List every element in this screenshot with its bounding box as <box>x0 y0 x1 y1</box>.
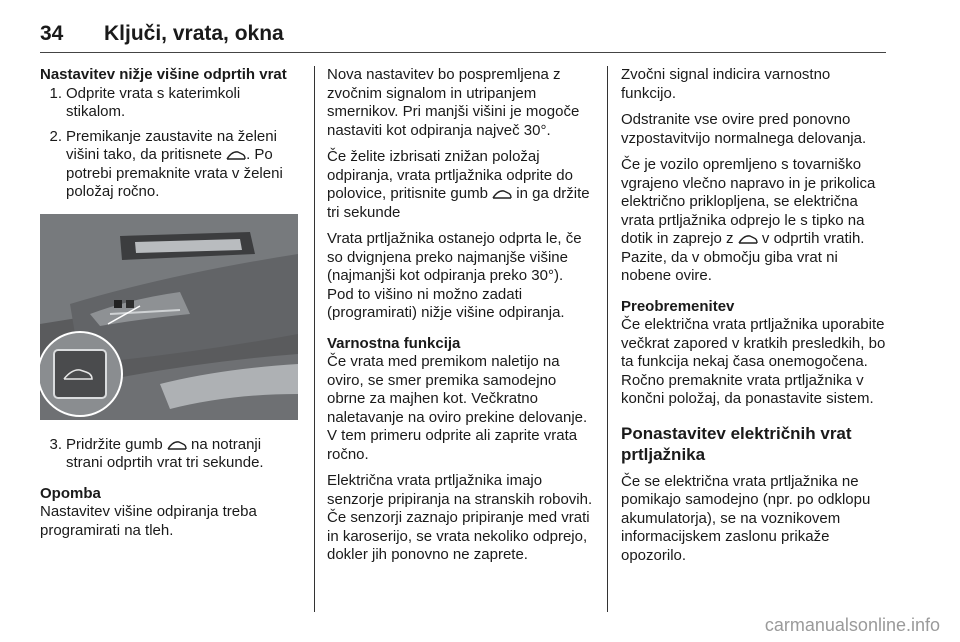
page-title: Ključi, vrata, okna <box>104 22 284 45</box>
list-item <box>40 85 298 122</box>
column-divider <box>607 66 608 612</box>
paragraph: Nova nastavitev bo pospremljena z zvočnim signalom in utripanjem smernikov. Pri manjši višini je mogoče nastaviti kot odpiranja največ 30°. <box>327 66 580 139</box>
paragraph: Zvočni signal indicira varnostno funkcijo. <box>621 66 831 102</box>
tailgate-illustration <box>40 214 298 420</box>
note-heading: Opomba <box>40 484 101 502</box>
page-header <box>40 22 886 53</box>
list-item <box>40 128 298 202</box>
list-number: 1. <box>49 84 62 102</box>
tailgate-photo <box>40 214 298 420</box>
list-text: Odprite vrata s katerimkoli stikalom. <box>66 84 241 120</box>
tailgate-button-icon <box>492 189 512 200</box>
safety-heading: Varnostna funkcija <box>327 334 461 352</box>
paragraph: Če je vozilo opremljeno s tovarniško vgrajeno vlečno napravo in je prikolica električno priklopljena, se električna vrata prtljažnika odprejo le s tipko na dotik in zaprejo z v odprtih vratih. Pazite, da v območju giba vrat ni nobene ovire. <box>621 156 876 284</box>
column-2 <box>327 66 593 573</box>
watermark: carmanualsonline.info <box>764 615 940 635</box>
tailgate-button-icon <box>167 440 187 451</box>
paragraph: Električna vrata prtljažnika imajo senzorje pripiranja na stranskih robovih. Če senzorji zaznajo pripiranje med vrati in karoserijo, se vrata nekoliko odprejo, dokler jih ponovno ne zaprete. <box>327 472 593 563</box>
section-heading: Nastavitev nižje višine odprtih vrat <box>40 66 287 83</box>
list-number: 3. <box>49 435 62 453</box>
overload-heading: Preobremenitev <box>621 297 735 315</box>
list-number: 2. <box>49 127 62 145</box>
tailgate-button-icon <box>738 234 758 245</box>
column-3 <box>621 66 889 573</box>
column-divider <box>314 66 315 612</box>
page-number: 34 <box>40 22 64 45</box>
paragraph: Odstranite vse ovire pred ponovno vzpostavitvijo normalnega delovanja. <box>621 111 867 147</box>
tailgate-button-icon <box>226 150 246 161</box>
list-text: Pridržite gumb na notranji strani odprtih vrat tri sekunde. <box>66 435 264 471</box>
list-text: Premikanje zaustavite na želeni višini tako, da pritisnete . Po potrebi premaknite vrata v želeni položaj ročno. <box>66 127 283 200</box>
paragraph: Če želite izbrisati znižan položaj odpiranja, vrata prtljažnika odprite do polovice, pritisnite gumb in ga držite tri sekunde <box>327 148 590 221</box>
overload-text: Če električna vrata prtljažnika uporabite večkrat zapored v kratkih presledkih, bo ta funkcija nekaj časa onemogočena. Ročno premaknite vrata prtljažnika v končni položaj, da ponastavite sistem. <box>621 316 886 407</box>
note-text: Nastavitev višine odpiranja treba programirati na tleh. <box>40 503 257 539</box>
column-1 <box>40 66 298 548</box>
paragraph: Vrata prtljažnika ostanejo odprta le, če so dvignjena preko najmanjše višine (najmanjši kot odpiranja preko 30°). Pod to višino ni možno zadati (programirati) nižje višine odpiranja. <box>327 230 582 321</box>
reset-text: Če se električna vrata prtljažnika ne pomikajo samodejno (npr. po odklopu akumulatorja), se na voznikovem informacijskem zaslonu prikaže opozorilo. <box>621 472 871 564</box>
reset-heading: Ponastavitev električnih vrat prtljažnika <box>621 423 852 464</box>
list-item <box>40 436 298 473</box>
safety-text: Če vrata med premikom naletijo na oviro, se smer premika samodejno obrne za majhen kot. Večkratno naletavanje na oviro prekine delovanje. V tem primeru odprite ali zaprite vrata ročno. <box>327 353 588 463</box>
